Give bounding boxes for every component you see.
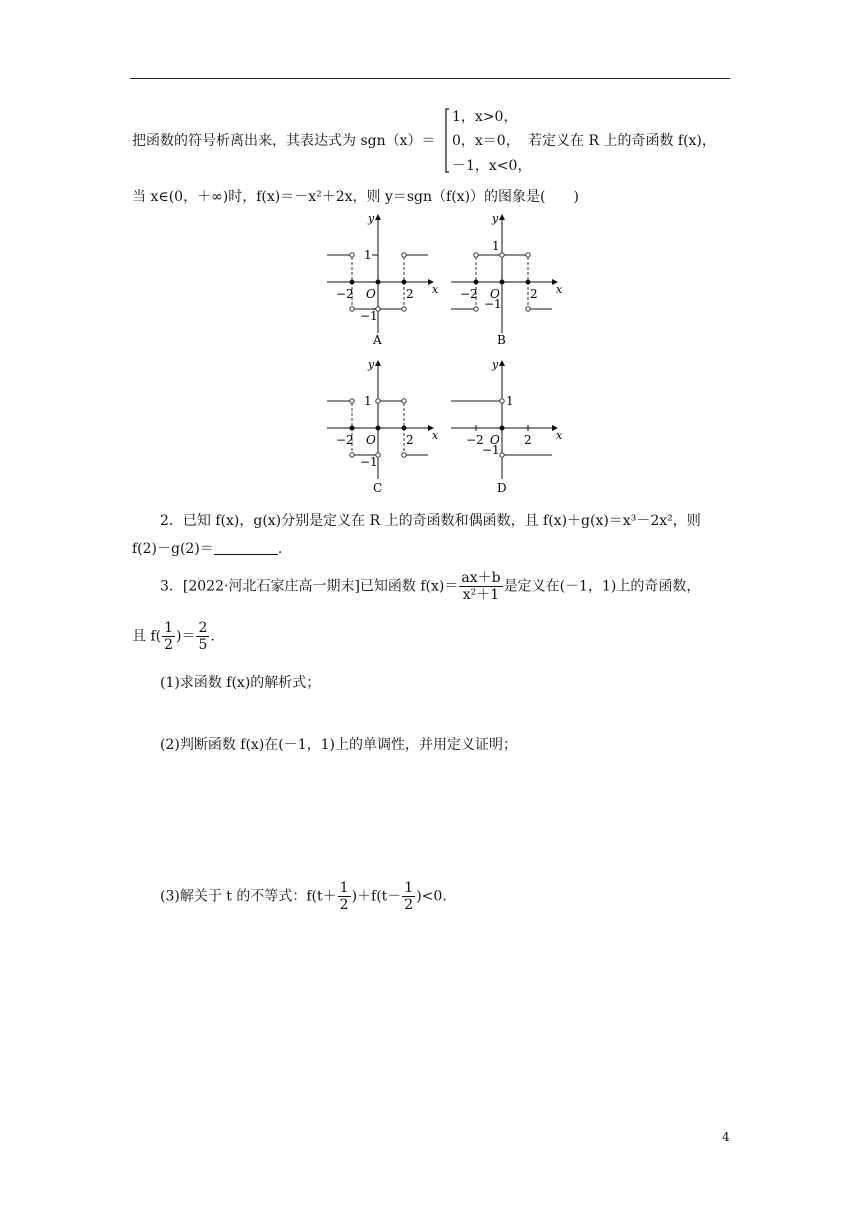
- graph-d: [446, 354, 566, 496]
- graph-b-y-label: y: [492, 212, 499, 225]
- q3-value-fraction: [196, 620, 209, 653]
- q3-line2-mid: )＝: [176, 628, 196, 645]
- graph-b-label: B: [497, 333, 506, 347]
- graph-c-origin: O: [366, 433, 376, 447]
- q3-sub3-half-a-num: 1: [339, 880, 349, 896]
- q3-sub3-post: )<0.: [416, 888, 447, 905]
- q3-line2-post: .: [210, 628, 215, 645]
- q2-line1: 2．已知 f(x)，g(x)分别是定义在 R 上的奇函数和偶函数，且 f(x)＋g(x)＝x³－2x²，则: [160, 513, 701, 529]
- q3-sub3-pre: (3)解关于 t 的不等式：f(t＋: [160, 888, 337, 905]
- graph-a: [322, 208, 442, 348]
- q3-half-den: 2: [164, 637, 174, 654]
- graph-b-tick-neg1: −1: [484, 297, 502, 311]
- case-positive: 1，x>0，: [452, 109, 518, 125]
- q3-line2: [132, 620, 215, 653]
- q2-line2: [132, 538, 282, 558]
- graph-d-x-label: x: [556, 429, 563, 442]
- q3-sub1: (1)求函数 f(x)的解析式；: [160, 675, 321, 691]
- q3-sub2: (2)判断函数 f(x)在(－1，1)上的单调性，并用定义证明；: [160, 737, 518, 753]
- q3-pre: 3．[2022·河北石家庄高一期末]已知函数 f(x)＝: [160, 578, 459, 595]
- q3-sub3-half-a-den: 2: [339, 897, 349, 914]
- graph-a-tick-1: 1: [364, 248, 372, 262]
- q1-line1-pre: 把函数的符号析离出来，其表达式为 sgn（x）＝: [132, 133, 436, 149]
- case-zero: 0，x＝0，: [452, 133, 520, 149]
- graph-c: [322, 354, 442, 496]
- graph-a-label: A: [373, 333, 382, 347]
- graph-c-tick-2: 2: [406, 433, 414, 447]
- q2-line2-pre: f(2)－g(2)＝: [132, 541, 214, 557]
- graph-b-origin: O: [490, 287, 500, 301]
- q1-line2: 当 x∈(0，＋∞)时，f(x)＝－x²＋2x，则 y＝sgn（f(x)）的图象是( ): [132, 189, 579, 205]
- graph-d-tick-2: 2: [524, 433, 532, 447]
- graph-d-tick-1: 1: [506, 394, 514, 408]
- graph-b: [446, 208, 566, 348]
- graph-c-x-label: x: [432, 429, 439, 442]
- q3-half-fraction: [162, 620, 175, 653]
- q3-function-fraction: [459, 570, 502, 603]
- q3-sub3: [160, 880, 447, 913]
- graph-a-tick-neg2: −2: [336, 287, 354, 301]
- q3-sub3-half-b-den: 2: [404, 897, 414, 914]
- graph-d-origin: O: [490, 433, 500, 447]
- q3-val-num: 2: [198, 620, 208, 636]
- graph-a-tick-neg1: −1: [360, 309, 378, 323]
- graph-b-tick-neg2: −2: [460, 287, 478, 301]
- graph-a-tick-2: 2: [406, 287, 414, 301]
- header-rule: [130, 78, 730, 79]
- graph-d-tick-neg1: −1: [482, 443, 500, 457]
- graph-b-tick-1: 1: [492, 239, 500, 253]
- answer-blank: [214, 542, 278, 555]
- graph-c-tick-neg1: −1: [360, 455, 378, 469]
- graph-b-x-label: x: [556, 283, 563, 296]
- q1-line1-post: 若定义在 R 上的奇函数 f(x)，: [528, 133, 716, 149]
- q3-frac-den: x²＋1: [462, 587, 500, 604]
- q3-sub3-half-b-num: 1: [404, 880, 414, 896]
- graph-a-origin: O: [366, 287, 376, 301]
- graph-c-y-label: y: [368, 358, 375, 371]
- q2-line2-post: .: [277, 541, 283, 557]
- q3-frac-num: ax＋b: [461, 570, 501, 586]
- q3-sub3-half-a: [338, 880, 351, 913]
- q3-sub3-mid: )＋f(t－: [351, 888, 402, 905]
- q3-post: 是定义在(－1，1)上的奇函数，: [503, 578, 701, 595]
- q3-sub3-half-b: [402, 880, 415, 913]
- graph-d-label: D: [497, 481, 507, 495]
- graph-c-label: C: [373, 481, 383, 495]
- graph-d-tick-neg2: −2: [466, 433, 484, 447]
- graph-c-tick-1: 1: [364, 394, 372, 408]
- q3-line1: [160, 570, 700, 603]
- graph-d-y-label: y: [492, 358, 499, 371]
- q3-val-den: 5: [198, 637, 208, 654]
- graph-a-x-label: x: [432, 283, 439, 296]
- cases-brace: [444, 108, 450, 174]
- graph-c-tick-neg2: −2: [336, 433, 354, 447]
- case-negative: －1，x<0，: [452, 158, 532, 174]
- page-number: 4: [722, 1130, 730, 1144]
- graph-b-tick-2: 2: [530, 287, 538, 301]
- graph-a-y-label: y: [368, 212, 375, 225]
- q3-line2-pre: 且 f(: [132, 628, 162, 645]
- q3-half-num: 1: [164, 620, 174, 636]
